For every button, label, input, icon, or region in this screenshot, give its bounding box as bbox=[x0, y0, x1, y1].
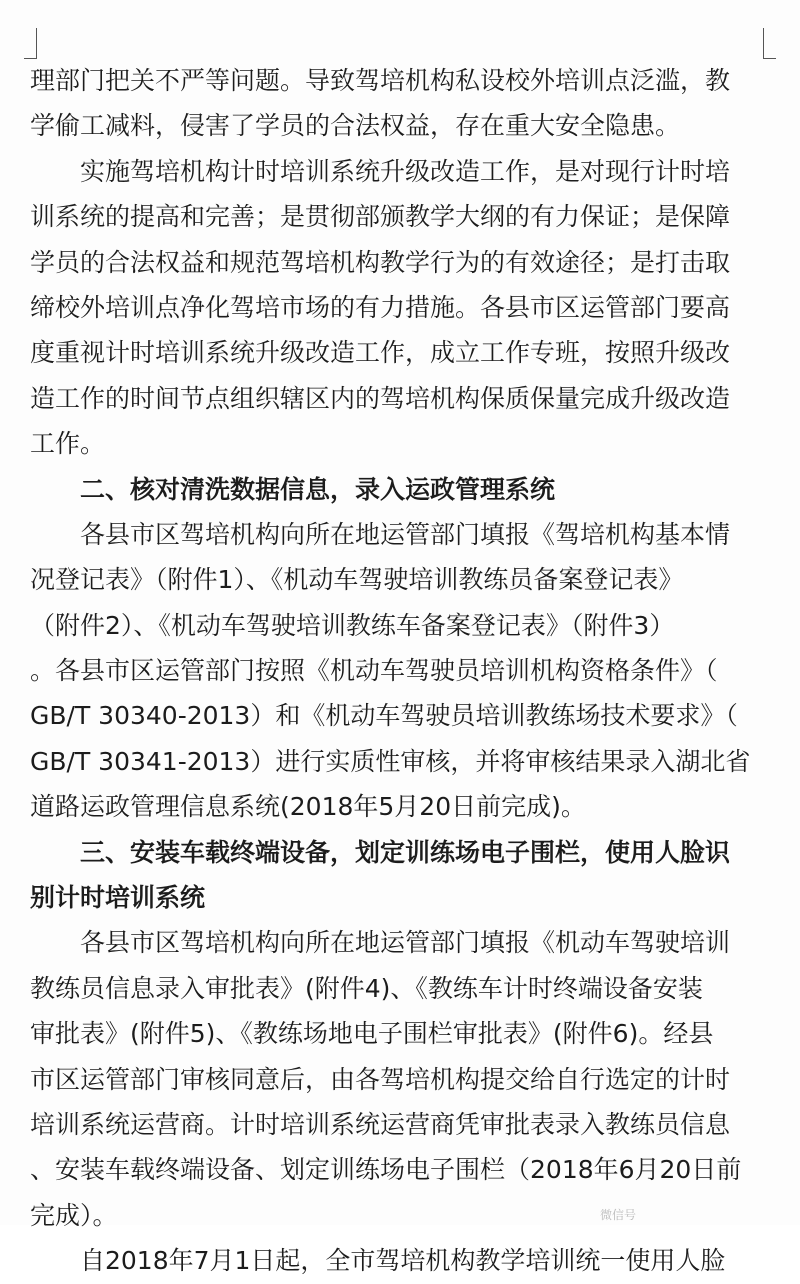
text-line: 理部门把关不严等问题。导致驾培机构私设校外培训点泛滥，教 bbox=[30, 66, 731, 95]
text-line: GB/T 30341-2013）进行实质性审核，并将审核结果录入湖北省 bbox=[30, 746, 751, 776]
document-body bbox=[30, 58, 772, 1284]
section-heading-continued: 别计时培训系统 bbox=[30, 883, 206, 913]
text-line: 度重视计时培训系统升级改造工作，成立工作专班，按照升级改 bbox=[30, 338, 731, 368]
text-line: 。各县市区运管部门按照《机动车驾驶员培训机构资格条件》（ bbox=[30, 656, 718, 686]
section-heading: 三、安装车载终端设备，划定训练场电子围栏，使用人脸识 bbox=[80, 837, 731, 867]
text-line: 、安装车载终端设备、划定训练场电子围栏（2018年6月20日前 bbox=[30, 1155, 742, 1185]
text-line: GB/T 30340-2013）和《机动车驾驶员培训教练场技术要求》（ bbox=[30, 701, 738, 731]
section-heading: 二、核对清洗数据信息，录入运政管理系统 bbox=[80, 474, 556, 504]
text-line: 各县市区驾培机构向所在地运管部门填报《驾培机构基本情 bbox=[80, 519, 731, 549]
text-line: 完成）。 bbox=[30, 1200, 118, 1230]
text-line: 各县市区驾培机构向所在地运管部门填报《机动车驾驶培训 bbox=[80, 928, 731, 958]
text-line: 审批表》(附件5)、《教练场地电子围栏审批表》(附件6)。经县 bbox=[30, 1019, 714, 1049]
text-line: 训系统的提高和完善；是贯彻部颁教学大纲的有力保证；是保障 bbox=[30, 202, 731, 232]
text-line: 造工作的时间节点组织辖区内的驾培机构保质保量完成升级改造 bbox=[30, 383, 731, 413]
text-line: 实施驾培机构计时培训系统升级改造工作，是对现行计时培 bbox=[80, 156, 731, 186]
text-line: 培训系统运营商。计时培训系统运营商凭审批表录入教练员信息 bbox=[30, 1109, 731, 1139]
text-line: 学偷工减料，侵害了学员的合法权益，存在重大安全隐患。 bbox=[30, 111, 681, 141]
text-line: 缔校外培训点净化驾培市场的有力措施。各县市区运管部门要高 bbox=[30, 292, 731, 322]
text-line: 市区运管部门审核同意后，由各驾培机构提交给自行选定的计时 bbox=[30, 1064, 731, 1094]
text-line: 道路运政管理信息系统(2018年5月20日前完成)。 bbox=[30, 792, 586, 822]
crop-mark-left bbox=[24, 28, 37, 59]
watermark: 微信号 bbox=[600, 1208, 637, 1222]
text-line: （附件2）、《机动车驾驶培训教练车备案登记表》（附件3） bbox=[30, 610, 675, 640]
text-line: 工作。 bbox=[30, 429, 106, 459]
text-line: 教练员信息录入审批表》(附件4)、《教练车计时终端设备安装 bbox=[30, 973, 703, 1003]
text-line: 学员的合法权益和规范驾培机构教学行为的有效途径；是打击取 bbox=[30, 247, 731, 277]
text-line: 自2018年7月1日起，全市驾培机构教学培训统一使用人脸 bbox=[80, 1246, 726, 1276]
text-line: 况登记表》（附件1）、《机动车驾驶培训教练员备案登记表》 bbox=[30, 565, 684, 595]
crop-mark-right bbox=[763, 28, 776, 59]
